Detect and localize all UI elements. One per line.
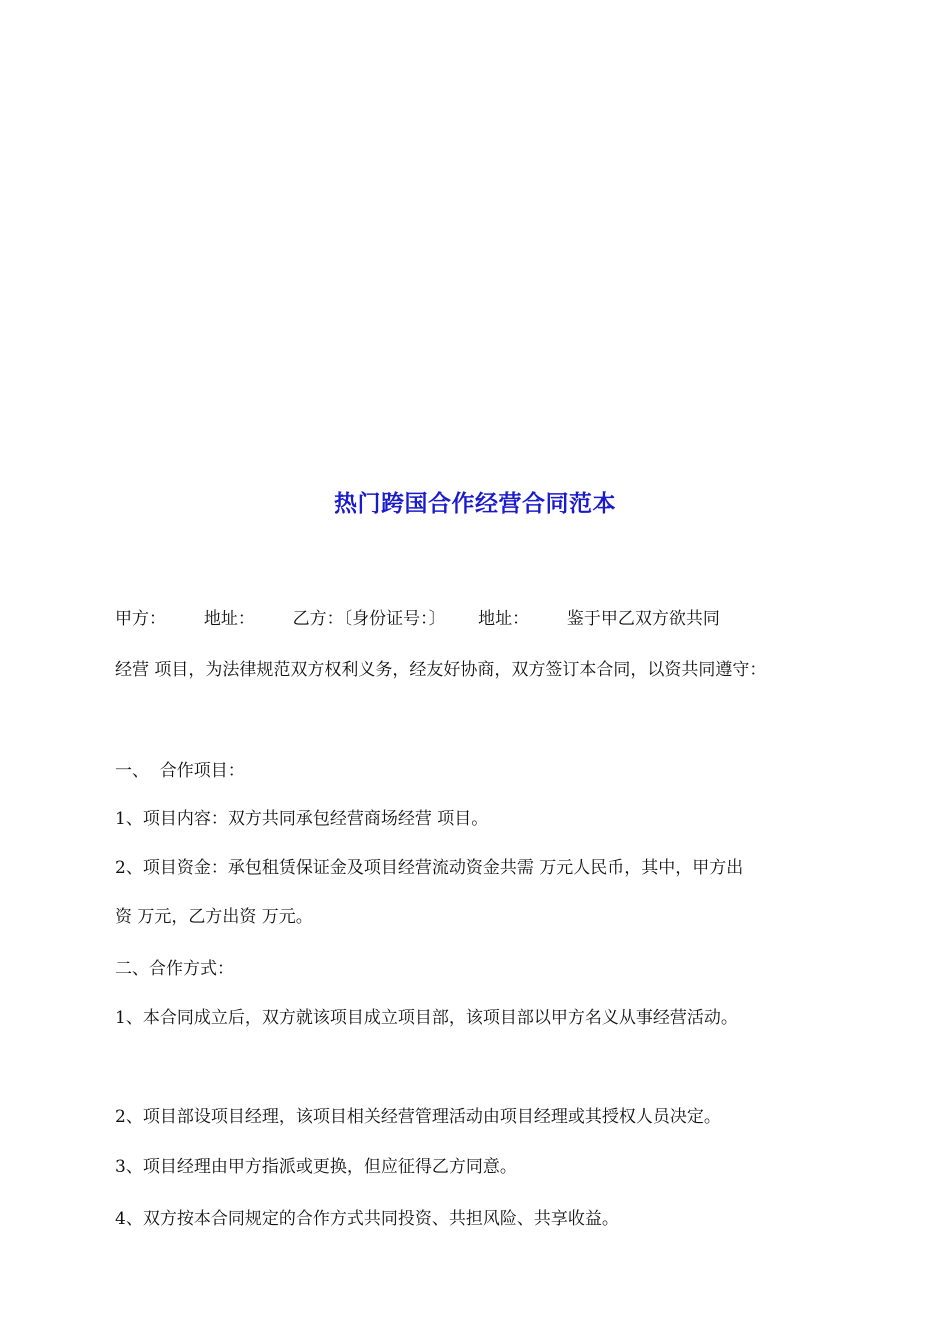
section-2-heading: 二、合作方式：	[115, 959, 234, 979]
section-2-item-1: 1、本合同成立后，双方就该项目成立项目部，该项目部以甲方名义从事经营活动。	[115, 1008, 738, 1028]
section-1-item-1: 1、项目内容：双方共同承包经营商场经营 项目。	[115, 809, 489, 829]
intro-line-1: 甲方： 地址： 乙方：〔身份证号：〕 地址： 鉴于甲乙双方欲共同	[115, 609, 720, 629]
intro-line-2: 经营 项目，为法律规范双方权利义务，经友好协商，双方签订本合同，以资共同遵守：	[115, 660, 767, 680]
section-1-item-2-line-1: 2、项目资金：承包租赁保证金及项目经营流动资金共需 万元人民币，其中，甲方出	[115, 858, 744, 878]
section-2-item-4: 4、双方按本合同规定的合作方式共同投资、共担风险、共享收益。	[115, 1209, 619, 1229]
section-2-item-3: 3、项目经理由甲方指派或更换，但应征得乙方同意。	[115, 1157, 517, 1177]
section-2-item-2: 2、项目部设项目经理，该项目相关经营管理活动由项目经理或其授权人员决定。	[115, 1107, 721, 1127]
section-1-heading: 一、 合作项目：	[115, 761, 245, 781]
document-title: 热门跨国合作经营合同范本	[334, 491, 616, 517]
section-1-item-2-line-2: 资 万元，乙方出资 万元。	[115, 907, 313, 927]
